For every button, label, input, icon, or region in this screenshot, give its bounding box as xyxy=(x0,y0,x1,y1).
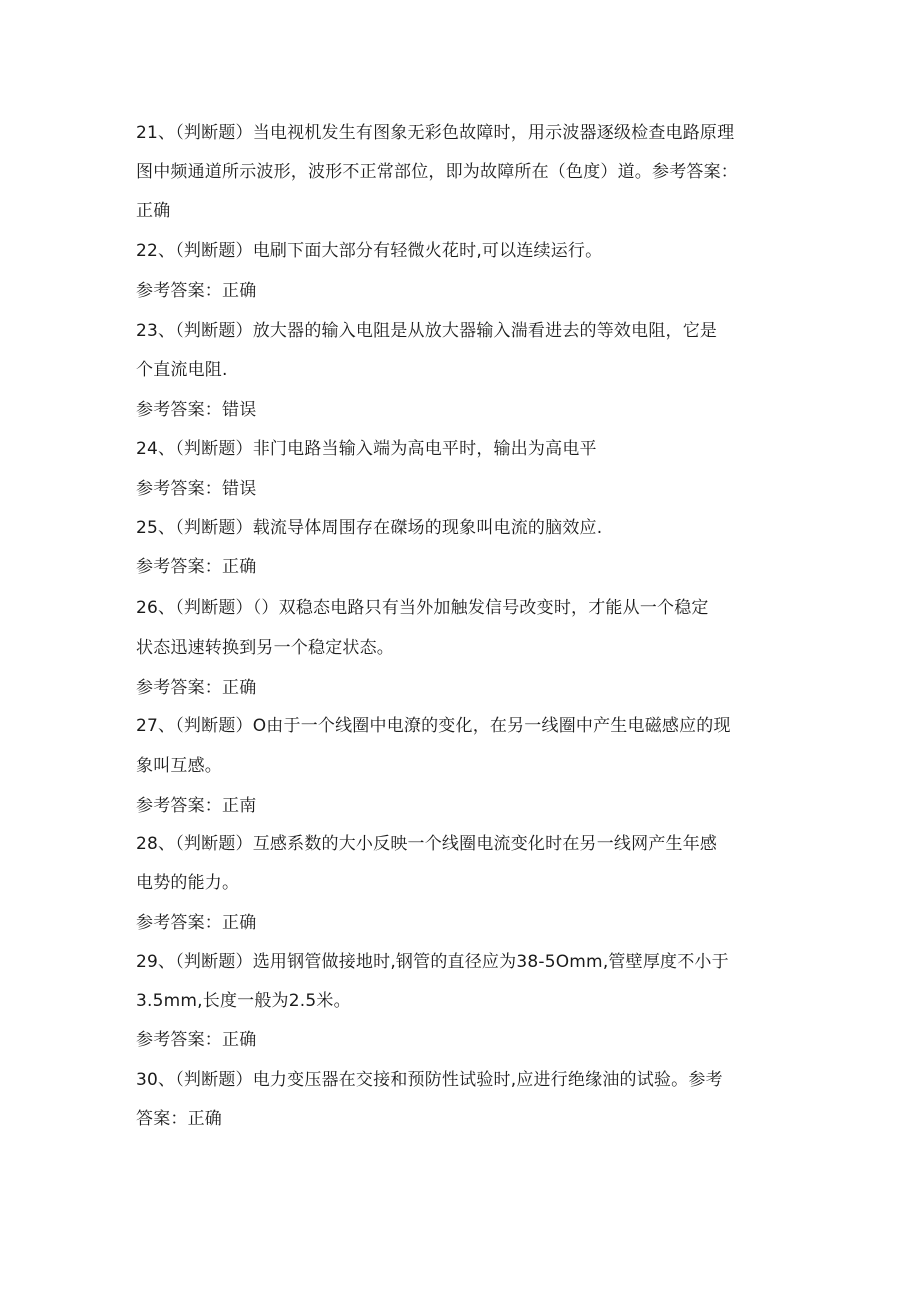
q29-line-2: 3.5mm,长度一般为2.5米。 xyxy=(136,991,351,1011)
q28-line-2: 电势的能力。 xyxy=(136,873,240,893)
q28-answer: 参考答案：正确 xyxy=(136,913,257,933)
q24-answer: 参考答案：错误 xyxy=(136,479,257,499)
q23-answer: 参考答案：错误 xyxy=(136,400,257,420)
q27-answer: 参考答案：正南 xyxy=(136,796,257,816)
q23-line-2: 个直流电阻. xyxy=(136,360,228,380)
q21-line-1: 21、（判断题）当电视机发生有图象无彩色故障时，用示波器逐级检查电路原理 xyxy=(136,123,735,143)
q26-answer: 参考答案：正确 xyxy=(136,678,257,698)
q28-line-1: 28、（判断题）互感系数的大小反映一个线圈电流变化时在另一线网产生年感 xyxy=(136,834,718,854)
q22-text: 22、（判断题）电刷下面大部分有轻微火花时,可以连续运行。 xyxy=(136,241,603,261)
q24-text: 24、（判断题）非门电路当输入端为高电平时，输出为高电平 xyxy=(136,439,597,459)
q25-text: 25、（判断题）载流导体周围存在磔场的现象叫电流的脑效应. xyxy=(136,518,603,538)
q29-line-1: 29、（判断题）选用钢管做接地时,钢管的直径应为38-5Omm,管壁厚度不小于 xyxy=(136,952,729,972)
q25-answer: 参考答案：正确 xyxy=(136,557,257,577)
q29-answer: 参考答案：正确 xyxy=(136,1030,257,1050)
q30-line-2: 答案：正确 xyxy=(136,1109,222,1129)
q21-line-2: 图中频通道所示波形，波形不正常部位，即为故障所在（色度）道。参考答案： xyxy=(136,162,738,182)
q30-line-1: 30、（判断题）电力变压器在交接和预防性试验时,应进行绝缘油的试验。参考 xyxy=(136,1070,723,1090)
q27-line-1: 27、（判断题）O由于一个线圈中电潦的变化，在另一线圈中产生电磁感应的现 xyxy=(136,716,731,736)
q26-line-2: 状态迅速转换到另一个稳定状态。 xyxy=(136,638,394,658)
q26-line-1: 26、（判断题）（）双稳态电路只有当外加触发信号改变时，才能从一个稳定 xyxy=(136,598,709,618)
q22-answer: 参考答案：正确 xyxy=(136,281,257,301)
q27-line-2: 象叫互感。 xyxy=(136,756,222,776)
q21-answer: 正确 xyxy=(136,201,171,221)
q23-line-1: 23、（判断题）放大器的输入电阻是从放大器输入湍看进去的等效电阻，它是 xyxy=(136,321,718,341)
